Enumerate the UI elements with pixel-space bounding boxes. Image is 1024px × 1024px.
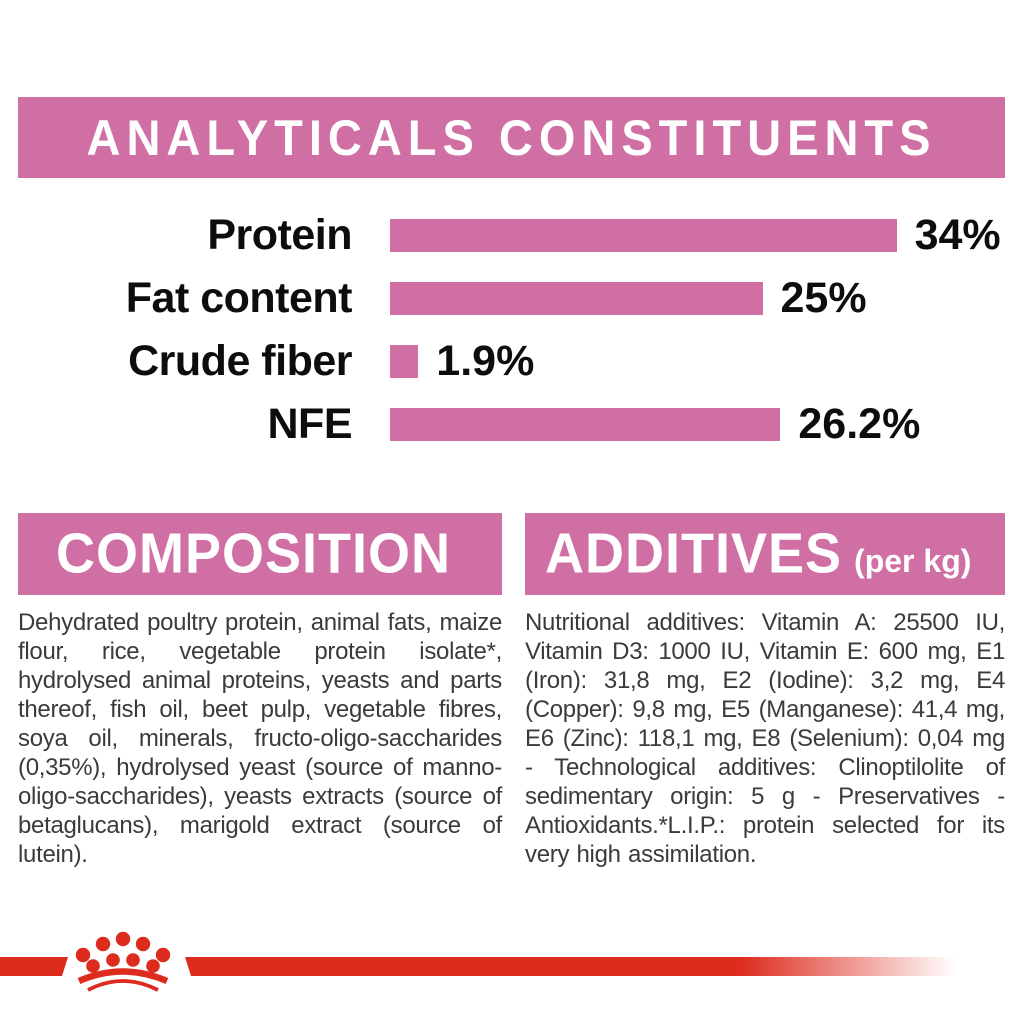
chart-row-protein [0,204,1024,267]
chart-bar [390,282,763,315]
chart-bar [390,408,780,441]
additives-section [525,513,1005,869]
footer-rule-right [185,957,956,976]
analyticals-header-band [18,97,1005,178]
chart-label: Crude fiber [128,337,352,385]
composition-text: Dehydrated poultry protein, animal fats, maize flour, rice, vegetable protein isolate*, hydrolysed animal proteins, yeasts and parts thereof, fish oil, beet pulp, vegetable fibres, soya oil, minerals, fructo-oligo-saccharides (0,35%), hydrolysed yeast (source of manno-oligo-saccharides), yeasts extracts (source of betaglucans), marigold extract (source of lutein). [18,609,502,868]
chart-value: 25% [780,274,867,322]
analyticals-chart [0,204,1024,456]
chart-label: Fat content [125,274,352,322]
additives-title-suffix: (per kg) [854,543,972,579]
chart-value: 1.9% [436,337,535,385]
additives-title: ADDITIVES [545,522,843,586]
chart-row-nfe [0,393,1024,456]
chart-label: Protein [207,211,352,259]
chart-value: 26.2% [798,400,921,448]
chart-row-crude-fiber [0,330,1024,393]
chart-value: 34% [914,211,1001,259]
chart-bar [390,219,897,252]
analyticals-title: ANALYTICALS CONSTITUENTS [86,109,937,166]
chart-bar [390,345,418,378]
chart-label: NFE [267,400,352,448]
composition-section [18,513,502,869]
additives-text: Nutritional additives: Vitamin A: 25500 IU, Vitamin D3: 1000 IU, Vitamin E: 600 mg, E1 (Iron): 31,8 mg, E2 (Iodine): 3,2 mg, E4 (Copper): 9,8 mg, E5 (Manganese): 41,4 mg, E6 (Zinc): 118,1 mg, E8 (Selenium): 0,04 mg - Technological additives: Clinoptilolite of sedimentary origin: 5 g - Preservatives - Antioxidants.*L.I.P.: protein selected for its very high assimilation. [525,609,1005,868]
footer-rule-left [0,957,68,976]
composition-header-band [18,513,502,595]
royal-canin-crown-icon [60,928,186,994]
composition-title: COMPOSITION [56,522,452,586]
additives-header-band [525,513,1005,595]
chart-row-fat [0,267,1024,330]
